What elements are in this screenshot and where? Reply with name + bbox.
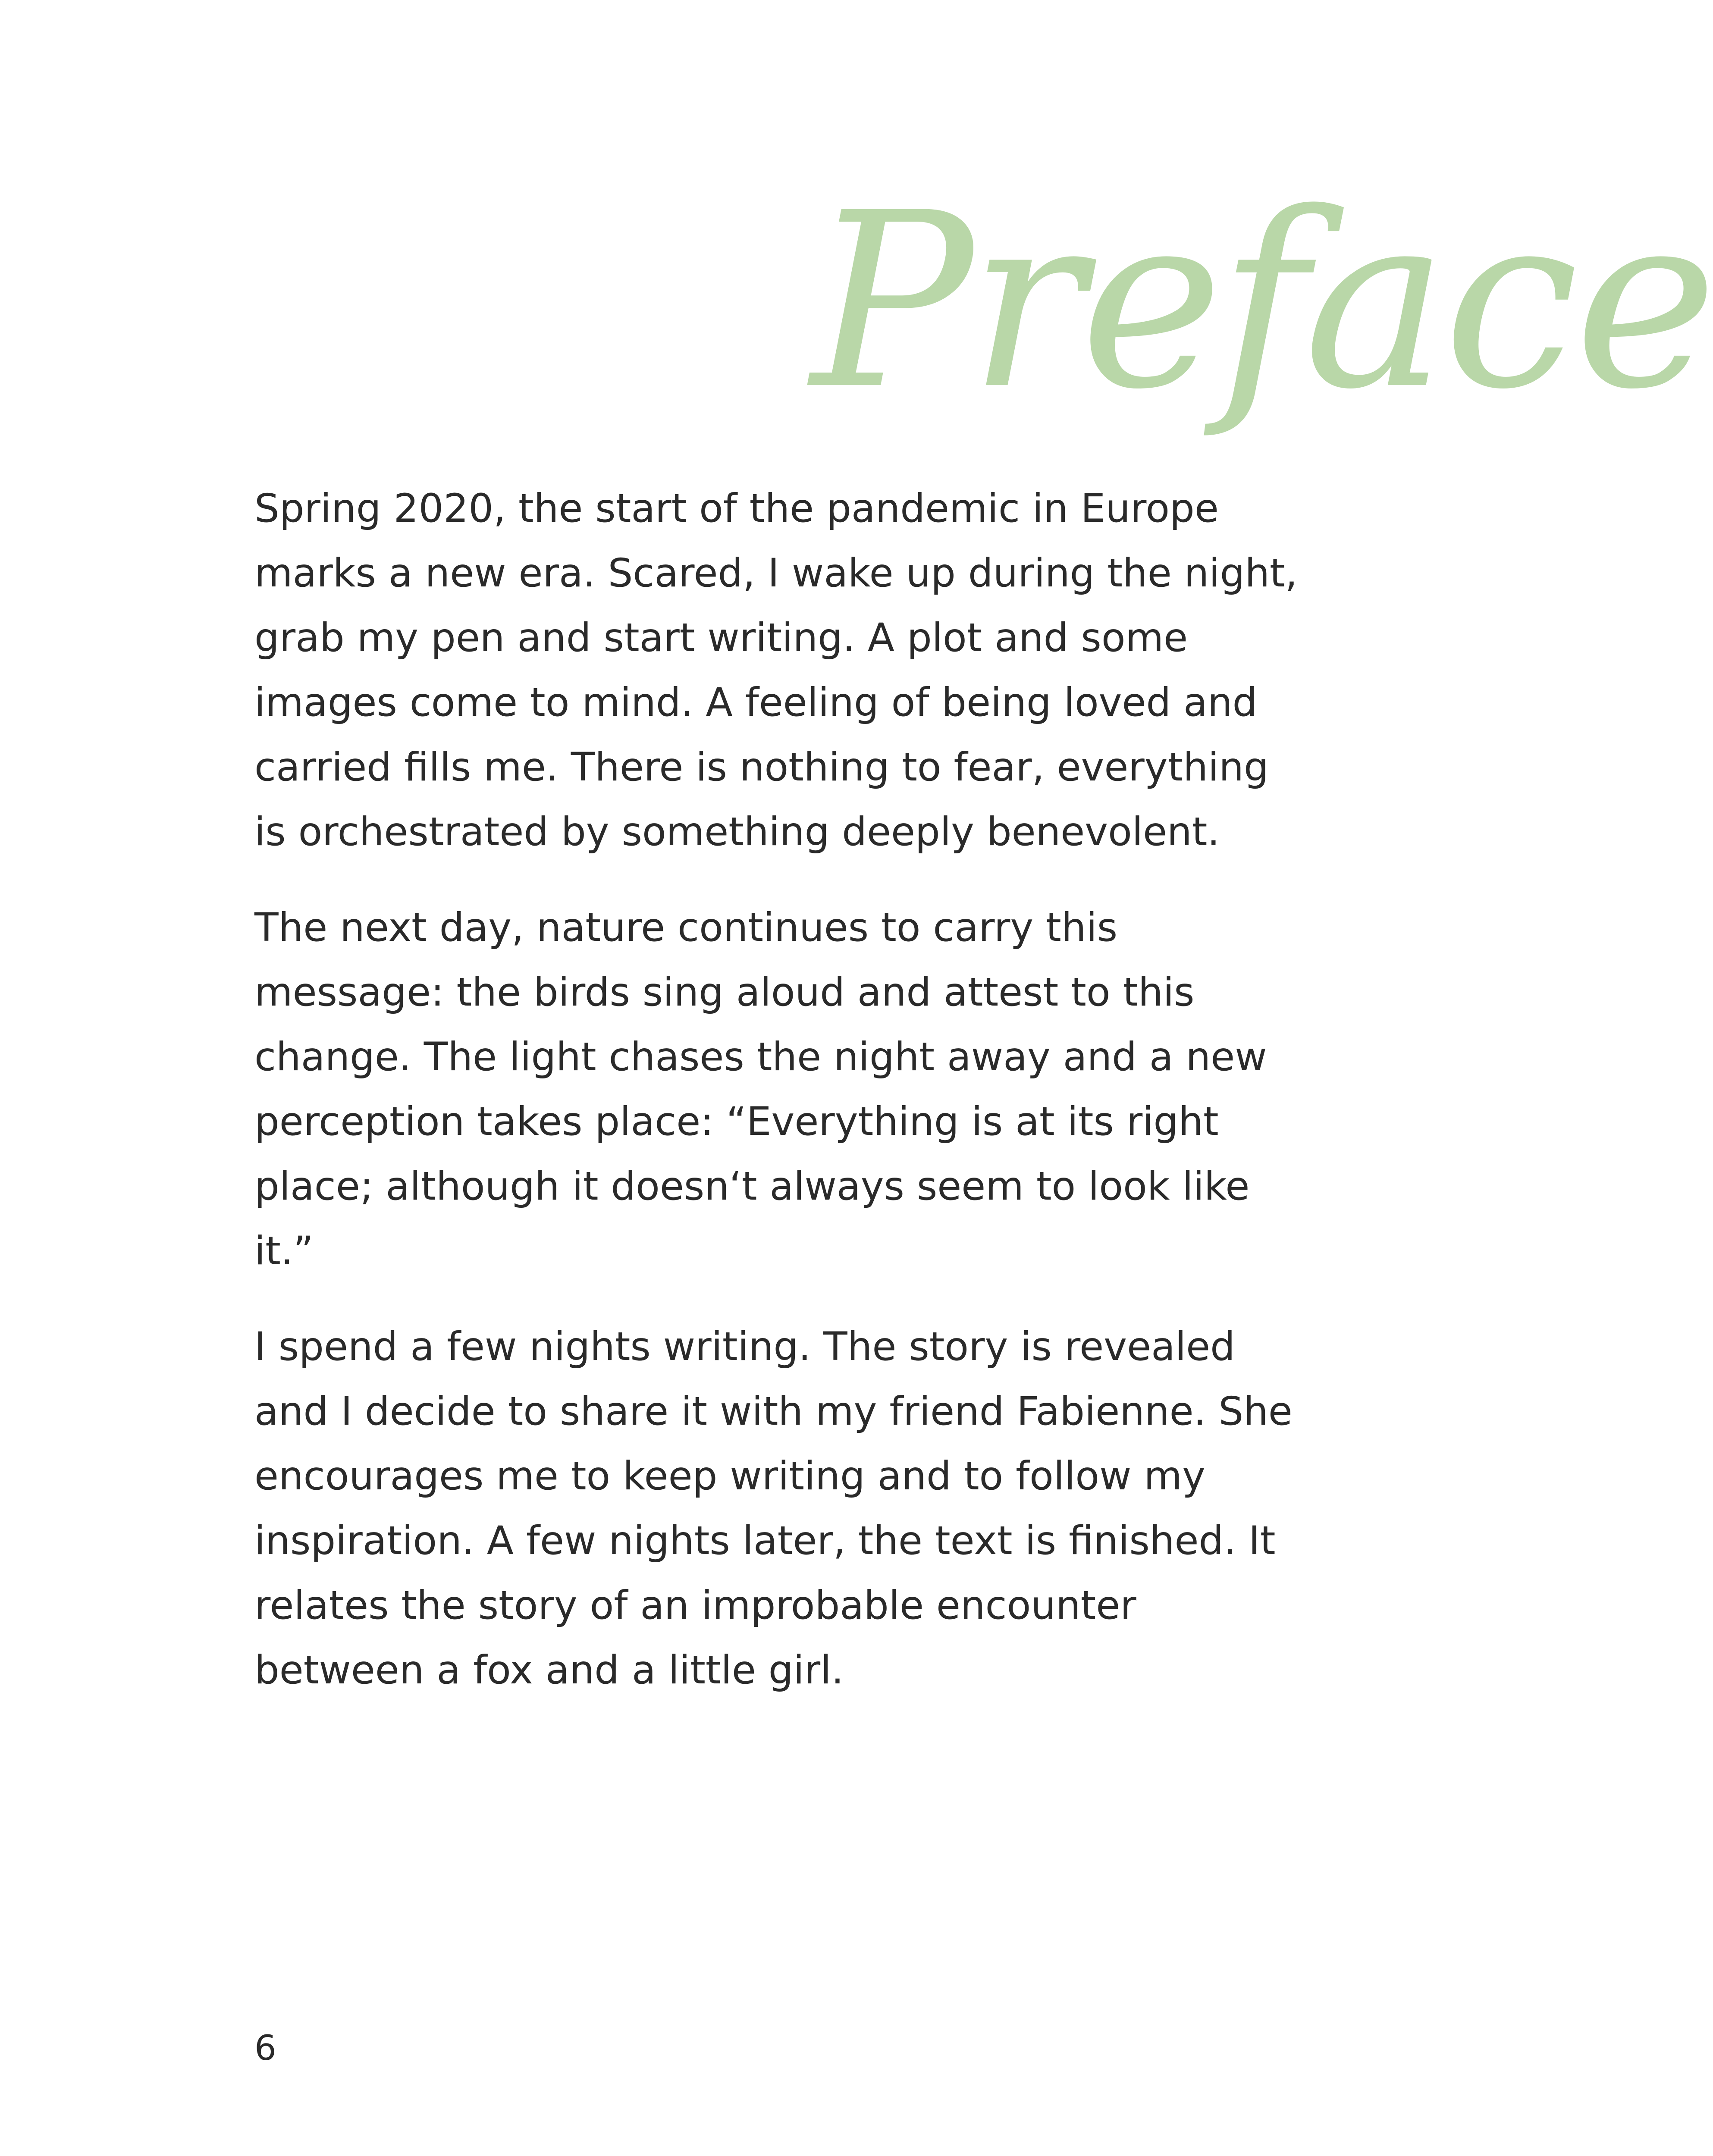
preface-title: Preface [811,161,1713,442]
paragraph-2: The next day, nature continues to carry this message: the birds sing aloud and attest to this change. The light chases the night away and a new perception takes place: “Everything is at its right place; although it doesn‘t always seem to look like it.” [254,905,1267,1274]
paragraph-1: Spring 2020, the start of the pandemic in Europe marks a new era. Scared, I wake up during the night, grab my pen and start writing. A plot and some images come to mind. A feeling of being loved and carried fills me. There is nothing to fear, everything is orchestrated by something deeply benevolent. [254,486,1298,855]
preface-body [254,476,1298,1703]
page-number: 6 [254,2028,276,2068]
paragraph-3: I spend a few nights writing. The story is revealed and I decide to share it with my friend Fabienne. She encourages me to keep writing and to follow my inspiration. A few nights later, the text is finished. It relates the story of an improbable encounter between a fox and a little girl. [254,1324,1293,1693]
